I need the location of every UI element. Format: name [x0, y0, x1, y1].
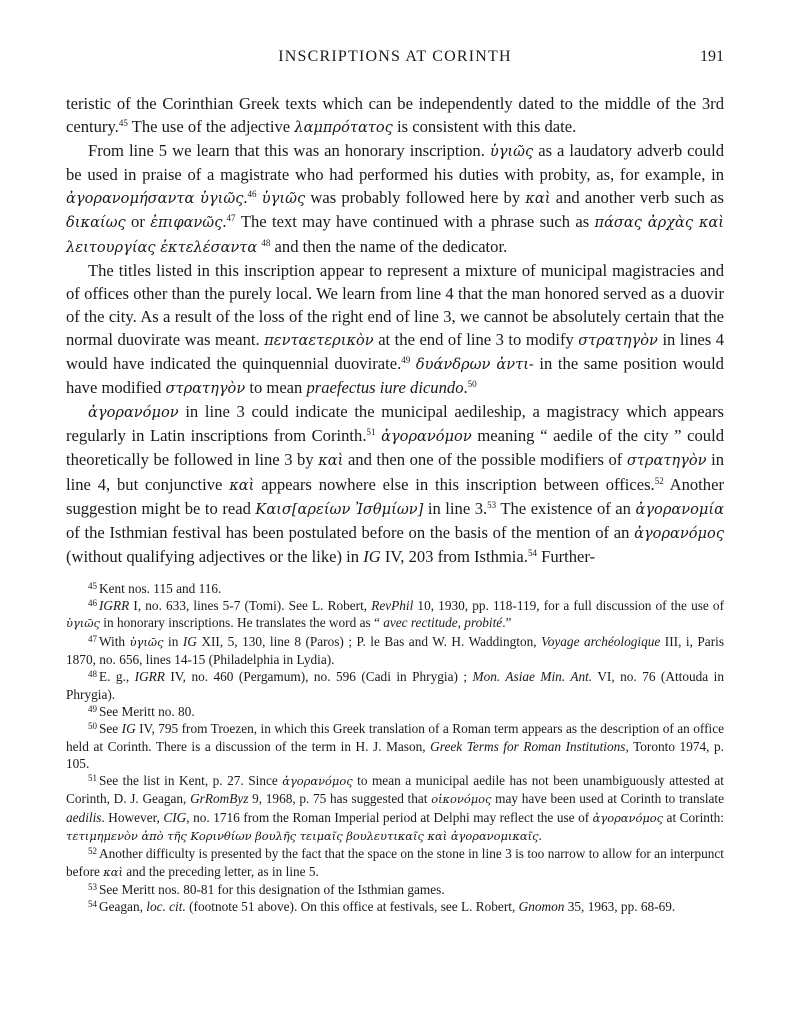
text-run: at Corinth: [663, 809, 724, 825]
text-run: in line 3. [423, 498, 488, 518]
text-run: See the list in Kent, p. 27. Since [99, 773, 283, 789]
paragraph [66, 259, 724, 401]
italic-text: aedilis [66, 809, 102, 825]
text-run: See Meritt no. 80. [99, 703, 195, 719]
greek-text: οἰκονόμος [431, 792, 492, 807]
text-run: The titles listed in this inscription appear to represent a mixture of municipal magistracies and of offices other than the purely local. We learn from line 4 that the man honored served as a duovir of the city. As a result of the loss of the right end of line 3, we cannot be absolutely certain that the normal duovirate was meant. [66, 260, 724, 349]
italic-text: IG [363, 546, 381, 566]
greek-text: ἀγορανόμος [592, 810, 664, 825]
text-run: See [99, 721, 122, 737]
greek-text: ἀγορανομήσαντα ὑγιῶς [66, 190, 244, 208]
text-run: and then the name of the dedicator. [270, 236, 508, 256]
text-run: in the same position would have modified [66, 354, 724, 398]
text-run: in [163, 633, 183, 649]
text-run: was probably followed here by [305, 188, 526, 208]
greek-text: στρατηγὸν [626, 452, 707, 470]
italic-text: IGRR [99, 598, 130, 614]
footnote-ref: 54 [527, 547, 537, 558]
italic-text: loc. cit. [146, 899, 186, 915]
footnote [66, 845, 724, 881]
footnote-ref: 49 [401, 355, 411, 366]
greek-text: δικαίως [66, 214, 126, 232]
text-run: IV, 795 from Troezen, in which this Greek translation of a Roman term appears as the description of an office held at Corinth. There is a discussion of the term in H. J. Mason, [66, 721, 724, 754]
footnote-number: 49 [88, 703, 97, 714]
footnote-ref: 52 [654, 475, 664, 486]
italic-text: IGRR [134, 669, 165, 685]
greek-text: καὶ [525, 190, 551, 208]
greek-text: Καισ[αρείων Ἰσθμίων] [255, 500, 424, 518]
footnote [66, 597, 724, 633]
italic-text: Mon. Asiae Min. Ant. [472, 669, 593, 685]
text-run: IV, no. 460 (Pergamum), no. 596 (Cadi in Phrygia) ; [164, 669, 473, 685]
text-run: IV, 203 from Isthmia. [380, 546, 528, 566]
italic-text: Greek Terms for Roman Institutions [430, 738, 626, 754]
greek-text: στρατηγὸν [578, 331, 658, 349]
greek-text: τετιμημενὸν ἀπὸ τῆς Κορινθίων βουλῆς τειμαῖς βουλευτικαῖς καὶ ἀγορανομικαῖς [66, 829, 539, 844]
text-run: XII, 5, 130, line 8 (Paros) ; P. le Bas and W. H. Waddington, [196, 633, 542, 649]
greek-text: στρατηγὸν [165, 380, 246, 398]
greek-text: ὑγιῶς [129, 634, 164, 649]
text-run: in line 4, but conjunctive [66, 450, 725, 494]
text-run: as a laudatory adverb could be used in praise of a magistrate who had performed his duties with probity, as, for example, in [66, 141, 725, 185]
greek-text: ἀγορανόμος [634, 524, 724, 542]
text-run: From line 5 we learn that this was an honorary inscription. [88, 141, 490, 161]
running-head: INSCRIPTIONS AT CORINTH [278, 48, 512, 65]
greek-text: ἀγορανόμον [88, 404, 179, 422]
italic-text: Gnomon [518, 899, 565, 915]
text-run: . [538, 828, 542, 844]
text-run: 9, 1968, p. 75 has suggested that [248, 791, 432, 807]
text-run: The text may have continued with a phrase such as [235, 212, 595, 232]
greek-text: ἀγορανόμον [381, 428, 472, 446]
greek-text: ὑγιῶς [261, 190, 306, 208]
text-run: and another verb such as [550, 188, 724, 208]
text-run: , no. 1716 from the Roman Imperial period at Delphi may reflect the use of [186, 809, 593, 825]
body-text [66, 92, 724, 568]
italic-text: IG [121, 721, 136, 737]
paragraph [66, 400, 724, 568]
document-page [66, 48, 724, 916]
text-run: in lines 4 would have indicated the quinquennial duovirate. [66, 329, 724, 374]
text-run: to mean [245, 378, 307, 398]
text-run: 35, 1963, pp. 68-69. [564, 899, 676, 915]
greek-text: ἀγορανομία [635, 500, 724, 518]
footnote-number: 53 [88, 881, 97, 892]
italic-text: CIG [163, 809, 187, 825]
italic-text: IG [182, 633, 197, 649]
italic-text: GrRomByz [190, 791, 249, 807]
text-run: (footnote 51 above). On this office at festivals, see L. Robert, [185, 899, 519, 915]
footnote [66, 633, 724, 669]
footnote-number: 47 [88, 633, 97, 644]
footnote-number: 52 [88, 846, 97, 857]
italic-text: RevPhil [371, 598, 414, 614]
text-run: in line 3 could indicate the municipal aedileship, a magistracy which appears regularly in Latin inscriptions from Corinth. [66, 402, 724, 446]
text-run: of the Isthmian festival has been postulated before on the basis of the mention of an [66, 522, 635, 542]
text-run: (without qualifying adjectives or the like) in [66, 546, 364, 566]
text-run: meaning “ aedile of the city ” could theoretically be followed in line 3 by [66, 426, 724, 470]
greek-text: καὶ [103, 864, 123, 879]
footnote-ref: 46 [247, 189, 257, 200]
italic-text: praefectus iure dicundo [306, 378, 464, 398]
footnote-number: 50 [88, 721, 97, 732]
text-run: is consistent with this date. [392, 117, 577, 137]
footnote-ref: 50 [467, 379, 477, 390]
footnote-number: 46 [88, 598, 97, 609]
footnote-ref: 48 [261, 237, 271, 248]
footnote [66, 720, 724, 772]
page-header [66, 48, 724, 72]
italic-text: avec rectitude, probité [383, 615, 503, 631]
text-run: Geagan, [99, 899, 147, 915]
footnote-ref: 45 [118, 118, 128, 129]
text-run: The use of the adjective [127, 117, 295, 137]
text-run: Another difficulty is presented by the fact that the space on the stone in line 3 is too narrow to allow for an interpunct before [66, 846, 724, 879]
greek-text: καὶ [229, 476, 255, 494]
text-run: appears nowhere else in this inscription between offices. [254, 474, 655, 494]
text-run: at the end of line 3 to modify [373, 329, 579, 349]
text-run: 10, 1930, pp. 118-119, for a full discussion of the use of [413, 598, 724, 614]
text-run: III, i, Paris 1870, no. 656, lines 14-15 (Philadelphia in Lydia). [66, 633, 724, 668]
text-run: in honorary inscriptions. He translates the word as “ [99, 615, 384, 631]
footnotes [66, 580, 724, 916]
greek-text: ὑγιῶς [489, 143, 534, 161]
text-run: . However, [101, 809, 164, 825]
paragraph [66, 92, 724, 139]
greek-text: ὑγιῶς [66, 616, 100, 631]
text-run: , Toronto 1974, p. 105. [66, 738, 725, 771]
footnote-ref: 47 [226, 213, 236, 224]
text-run: and then one of the possible modifiers of [343, 450, 627, 470]
paragraph [66, 139, 724, 258]
greek-text: πάσας ἀρχὰς καὶ λειτουργίας ἐκτελέσαντα [66, 214, 724, 256]
text-run: . [463, 378, 468, 398]
text-run: to mean a municipal aedile has not been unambiguously attested at Corinth, D. J. Geagan, [66, 773, 724, 807]
footnote-number: 51 [88, 773, 97, 784]
footnote-ref: 51 [366, 427, 376, 438]
text-run: .” [502, 615, 512, 631]
footnote [66, 772, 724, 845]
text-run: or [125, 212, 151, 232]
footnote-number: 48 [88, 669, 97, 680]
greek-text: πενταετερικὸν [264, 331, 374, 349]
text-run: Kent nos. 115 and 116. [99, 580, 222, 596]
page-number: 191 [700, 48, 724, 65]
text-run: may have been used at Corinth to translate [491, 791, 725, 807]
text-run: VI, no. 76 (Attouda in Phrygia). [66, 669, 724, 702]
footnote-ref: 53 [487, 499, 497, 510]
greek-text: λαμπρότατος [294, 119, 393, 137]
footnote [66, 580, 724, 597]
text-run: . [222, 212, 227, 232]
text-run: teristic of the Corinthian Greek texts which can be independently dated to the middle of the 3rd century. [66, 94, 724, 137]
footnote-number: 54 [88, 899, 97, 910]
italic-text: Voyage archéologique [541, 633, 661, 649]
text-run: E. g., [99, 669, 135, 685]
footnote [66, 703, 724, 720]
footnote-number: 45 [88, 580, 97, 591]
text-run: With [99, 633, 130, 649]
greek-text: ἀγορανόμος [282, 774, 353, 789]
greek-text: ἐπιφανῶς [150, 214, 223, 232]
text-run: I, no. 633, lines 5-7 (Tomi). See L. Robert, [129, 598, 372, 614]
greek-text: καὶ [318, 452, 344, 470]
text-run: . [243, 188, 248, 208]
text-run: and the preceding letter, as in line 5. [122, 863, 319, 879]
footnote [66, 881, 724, 898]
footnote [66, 898, 724, 915]
footnote [66, 668, 724, 703]
greek-text: δυάνδρων ἀντι- [415, 356, 534, 374]
text-run: Further- [536, 546, 596, 566]
text-run: See Meritt nos. 80-81 for this designation of the Isthmian games. [99, 881, 445, 897]
text-run: Another suggestion might be to read [66, 474, 724, 518]
text-run: The existence of an [496, 498, 636, 518]
